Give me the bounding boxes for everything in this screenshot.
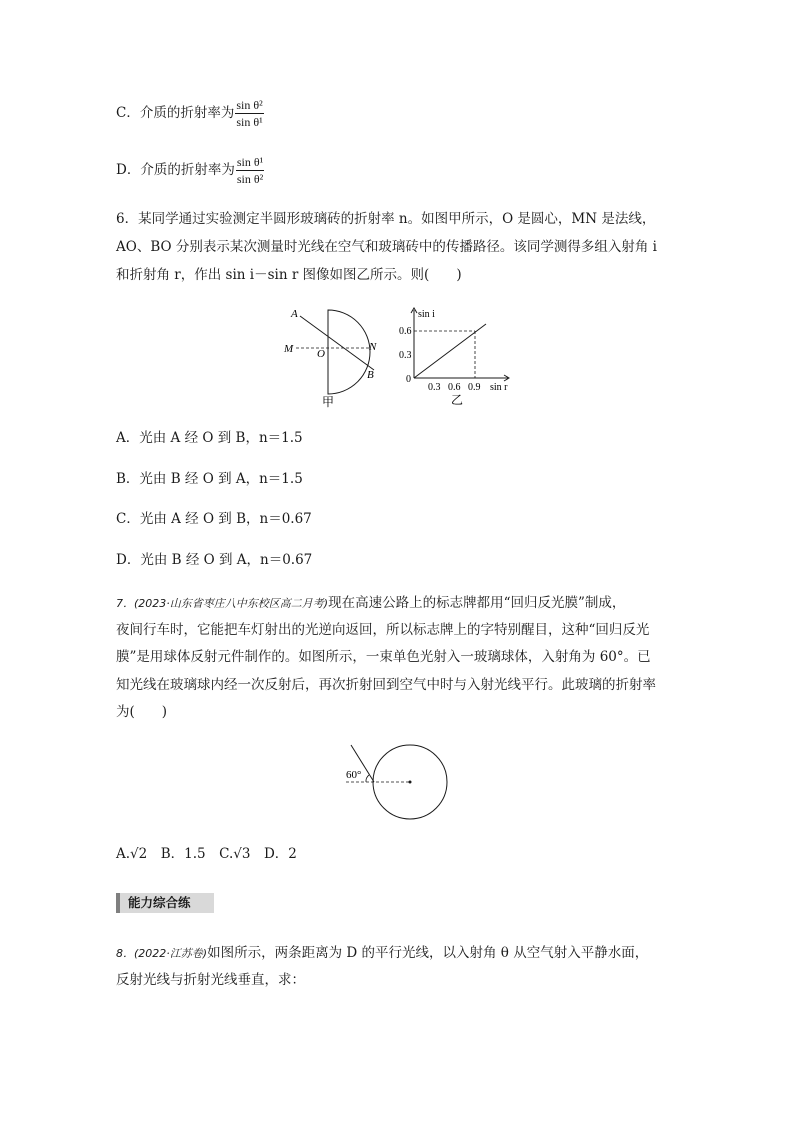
- figure-semicircle-glass: [280, 300, 390, 410]
- q6-line-1: 6．某同学通过实验测定半圆形玻璃砖的折射率 n。如图甲所示，O 是圆心，MN 是法线，: [116, 211, 656, 227]
- q6-line-3: 和折射角 r，作出 sin i－sin r 图像如图乙所示。则( ): [116, 267, 462, 283]
- q8-source: 8．(2022·江苏卷): [116, 947, 208, 960]
- figure-sin-graph: [398, 304, 518, 410]
- figure-glass-sphere: [340, 738, 452, 824]
- y-tick-0: 0: [406, 374, 411, 385]
- option-d: [116, 155, 264, 186]
- q7-source: 7．(2023·山东省枣庄八中东校区高二月考): [116, 597, 329, 610]
- q7-line-3: 膜”是用球体反射元件制作的。如图所示，一束单色光射入一玻璃球体，入射角为 60°。已: [116, 649, 651, 665]
- label-n: N: [369, 341, 377, 353]
- q7-options: A.√2 B．1.5 C.√3 D．2: [116, 846, 297, 862]
- q6-option-d: D．光由 B 经 O 到 A，n＝0.67: [116, 552, 313, 568]
- x-axis-label: sin r: [490, 382, 508, 393]
- angle-label: 60°: [346, 769, 362, 781]
- label-b: B: [367, 369, 374, 381]
- x-tick-06: 0.6: [448, 382, 461, 393]
- q6-line-2: AO、BO 分别表示某次测量时光线在空气和玻璃砖中的传播路径。该同学测得多组入射角 i: [116, 239, 657, 255]
- label-m: M: [284, 343, 294, 355]
- fraction-numerator: sin θ²: [236, 98, 263, 112]
- q8-line-1: [116, 943, 648, 964]
- x-tick-09: 0.9: [468, 382, 481, 393]
- option-c-fraction: [235, 98, 263, 129]
- q7-line-2: 夜间行车时，它能把车灯射出的光逆向返回，所以标志牌上的字特别醒目，这种“回归反光: [116, 622, 650, 638]
- option-c-label: C．介质的折射率为: [116, 105, 235, 121]
- angle-arc: [366, 775, 369, 782]
- light-ray-ab: [300, 316, 374, 370]
- fraction-denominator: sin θ¹: [236, 115, 263, 129]
- q8-line-2: 反射光线与折射光线垂直，求：: [116, 972, 305, 988]
- caption-yi: 乙: [450, 393, 464, 407]
- label-o: O: [317, 348, 325, 360]
- q7-line-4: 知光线在玻璃球内经一次反射后，再次折射回到空气中时与入射光线平行。此玻璃的折射率: [116, 677, 656, 693]
- fraction-denominator: sin θ²: [236, 172, 264, 186]
- option-d-label: D．介质的折射率为: [116, 162, 235, 178]
- y-tick-06: 0.6: [399, 326, 412, 337]
- fraction-numerator: sin θ¹: [236, 155, 264, 169]
- option-d-fraction: [236, 155, 264, 186]
- q7-line-1-text: 现在高速公路上的标志牌都用“回归反光膜”制成，: [328, 595, 626, 611]
- option-c: [116, 98, 264, 129]
- q8-line-1-text: 如图所示，两条距离为 D 的平行光线，以入射角 θ 从空气射入平静水面，: [207, 945, 649, 961]
- q6-option-b: B．光由 B 经 O 到 A，n＝1.5: [116, 471, 303, 487]
- q6-option-a: A．光由 A 经 O 到 B，n＝1.5: [116, 430, 303, 446]
- x-tick-03: 0.3: [428, 382, 441, 393]
- y-axis-label: sin i: [418, 309, 435, 320]
- caption-jia: 甲: [321, 395, 335, 409]
- q7-line-5: 为( ): [116, 704, 168, 720]
- section-header: 能力综合练: [116, 893, 214, 913]
- q7-line-1: [116, 593, 625, 614]
- q6-option-c: C．光由 A 经 O 到 B，n＝0.67: [116, 511, 312, 527]
- y-tick-03: 0.3: [399, 350, 412, 361]
- label-a: A: [291, 308, 298, 320]
